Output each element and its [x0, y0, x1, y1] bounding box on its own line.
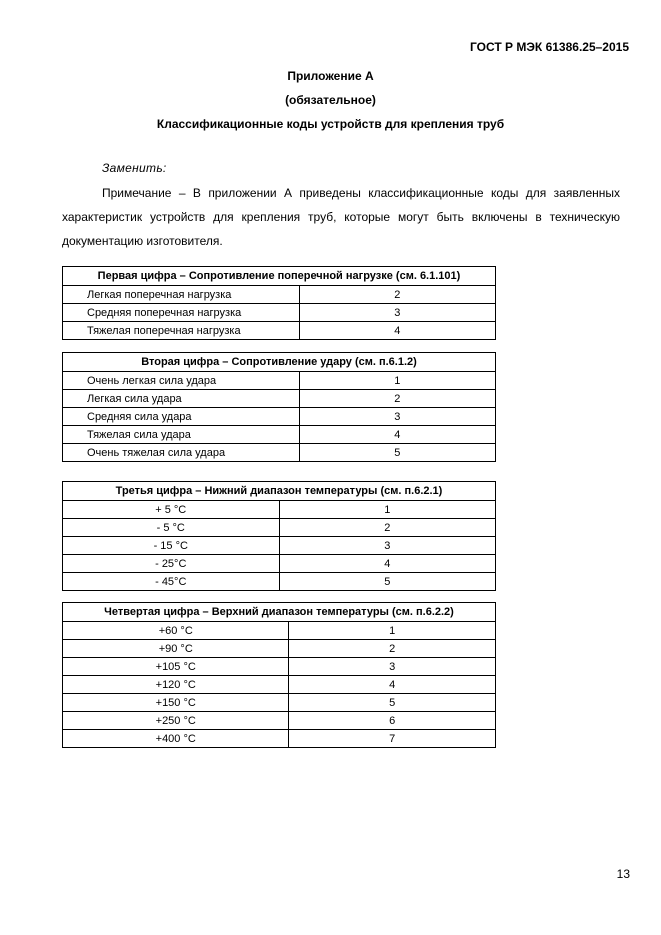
table-title: Третья цифра – Нижний диапазон температуры (см. п.6.2.1) [63, 482, 496, 501]
table-title: Вторая цифра – Сопротивление удару (см. п.6.1.2) [63, 353, 496, 372]
row-code: 3 [299, 408, 495, 426]
table-row [63, 640, 496, 658]
table-row [63, 573, 496, 591]
row-code: 2 [279, 519, 495, 537]
row-label: +60 °C [63, 622, 289, 640]
row-label: + 5 °C [63, 501, 280, 519]
row-label: +90 °C [63, 640, 289, 658]
table-row [63, 372, 496, 390]
row-label: Тяжелая поперечная нагрузка [63, 322, 300, 340]
table-row [63, 304, 496, 322]
first-digit-table [62, 266, 496, 340]
row-code: 1 [279, 501, 495, 519]
table-row [63, 444, 496, 462]
row-code: 1 [299, 372, 495, 390]
table-row [63, 322, 496, 340]
row-code: 4 [279, 555, 495, 573]
note-paragraph: Примечание – В приложении А приведены классификационные коды для заявленных характеристик устройств для крепления труб, которые могут быть включены в техническую документацию изготовителя. [62, 186, 620, 248]
table-row [63, 555, 496, 573]
row-code: 4 [299, 322, 495, 340]
table-row [63, 537, 496, 555]
third-digit-table [62, 481, 496, 591]
row-code: 2 [289, 640, 496, 658]
row-label: Очень тяжелая сила удара [63, 444, 300, 462]
row-code: 3 [279, 537, 495, 555]
row-code: 3 [289, 658, 496, 676]
appendix-status: (обязательное) [285, 93, 376, 107]
row-code: 4 [289, 676, 496, 694]
row-label: - 25°C [63, 555, 280, 573]
row-label: - 15 °C [63, 537, 280, 555]
row-label: Легкая сила удара [63, 390, 300, 408]
row-label: - 5 °C [63, 519, 280, 537]
table-row [63, 730, 496, 748]
second-digit-table [62, 352, 496, 462]
row-code: 7 [289, 730, 496, 748]
fourth-digit-table [62, 602, 496, 748]
table-row [63, 676, 496, 694]
row-label: +400 °C [63, 730, 289, 748]
document-code: ГОСТ Р МЭК 61386.25–2015 [470, 40, 629, 54]
row-code: 5 [289, 694, 496, 712]
table-row [63, 390, 496, 408]
row-label: Очень легкая сила удара [63, 372, 300, 390]
row-label: +120 °C [63, 676, 289, 694]
row-code: 3 [299, 304, 495, 322]
row-label: Средняя поперечная нагрузка [63, 304, 300, 322]
row-label: Средняя сила удара [63, 408, 300, 426]
row-label: +150 °C [63, 694, 289, 712]
row-code: 5 [279, 573, 495, 591]
row-label: - 45°C [63, 573, 280, 591]
table-row [63, 426, 496, 444]
row-code: 4 [299, 426, 495, 444]
table-title: Четвертая цифра – Верхний диапазон температуры (см. п.6.2.2) [63, 603, 496, 622]
table-row [63, 286, 496, 304]
row-code: 2 [299, 286, 495, 304]
table-row [63, 622, 496, 640]
row-code: 5 [299, 444, 495, 462]
table-row [63, 694, 496, 712]
row-code: 6 [289, 712, 496, 730]
table-row [63, 712, 496, 730]
replace-label: Заменить: [102, 161, 167, 175]
page-number: 13 [616, 867, 630, 881]
row-label: Тяжелая сила удара [63, 426, 300, 444]
table-row [63, 501, 496, 519]
table-row [63, 408, 496, 426]
appendix-title: Классификационные коды устройств для крепления труб [156, 117, 505, 131]
table-title: Первая цифра – Сопротивление поперечной нагрузке (см. 6.1.101) [63, 267, 496, 286]
table-row [63, 519, 496, 537]
row-label: +250 °C [63, 712, 289, 730]
row-code: 2 [299, 390, 495, 408]
row-label: Легкая поперечная нагрузка [63, 286, 300, 304]
row-label: +105 °C [63, 658, 289, 676]
appendix-heading: Приложение А [287, 69, 374, 83]
row-code: 1 [289, 622, 496, 640]
table-row [63, 658, 496, 676]
